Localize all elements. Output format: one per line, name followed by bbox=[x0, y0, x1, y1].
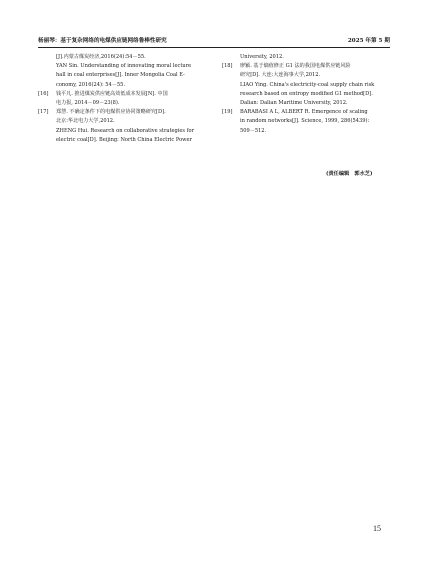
reference-line: 钱平凡. 推进煤炭供应链高效低成本发展[N]. 中国 bbox=[56, 90, 168, 97]
reference-line: hall in coal enterprises[J]. Inner Mongolia Coal E- bbox=[56, 72, 185, 79]
reference-number: [18] bbox=[222, 63, 233, 70]
reference-line: YAN Sin. Understanding of innovating moral lecture bbox=[56, 63, 192, 70]
reference-number: [19] bbox=[222, 109, 233, 116]
responsible-editor: (责任编辑 郭水芝) bbox=[326, 171, 373, 177]
reference-line: 研究[D]. 大连:大连海事大学,2012. bbox=[240, 72, 321, 79]
reference-line: in random networks[J]. Science, 1999, 286(5439): bbox=[240, 118, 370, 125]
reference-entry-19 bbox=[222, 108, 390, 136]
reference-line: conomy, 2016(24): 54－55. bbox=[56, 81, 125, 88]
reference-line: LIAO Ying. China's electricity-coal supply chain risk bbox=[240, 81, 375, 88]
reference-column-left bbox=[38, 53, 206, 145]
reference-entry-17-continued bbox=[222, 53, 390, 62]
reference-entry-15-continued bbox=[38, 53, 206, 90]
reference-line: 郑慧. 不确定条件下的电煤供应协同策略研究[D]. bbox=[56, 109, 166, 116]
reference-line: 廖颖. 基于熵值修正 G1 法的我国电煤供应链风险 bbox=[240, 63, 351, 70]
header-divider bbox=[38, 47, 390, 48]
running-header-title: 杨丽琴：基于复杂网络的电煤供应链网络鲁棒性研究 bbox=[38, 38, 167, 44]
reference-column-right bbox=[222, 53, 390, 136]
page-number: 15 bbox=[373, 524, 381, 533]
reference-line: ZHENG Hui. Research on collaborative strategies for bbox=[56, 127, 195, 134]
reference-line: Dalian: Dalian Maritime University, 2012. bbox=[240, 100, 348, 107]
running-header-issue: 2025 年第 5 期 bbox=[347, 38, 390, 44]
reference-line: [J].内蒙古煤炭经济,2016(24):54－55. bbox=[56, 54, 146, 60]
reference-number: [16] bbox=[38, 90, 49, 97]
reference-line: 509－512. bbox=[240, 127, 267, 134]
reference-line: 电力报, 2014－09－23(8). bbox=[56, 100, 120, 107]
reference-entry-16 bbox=[38, 90, 206, 108]
reference-line: electric coal[D]. Beijing: North China Electric Power bbox=[56, 136, 192, 143]
reference-line: research based on entropy modified G1 method[D]. bbox=[240, 90, 373, 97]
reference-line: University, 2012. bbox=[240, 54, 284, 60]
reference-number: [17] bbox=[38, 109, 49, 116]
reference-entry-18 bbox=[222, 62, 390, 108]
reference-line: 北京:华北电力大学,2012. bbox=[56, 118, 115, 125]
reference-entry-17 bbox=[38, 108, 206, 145]
reference-line: BARABASI A L, ALBERT R. Emergence of scaling bbox=[240, 109, 368, 116]
